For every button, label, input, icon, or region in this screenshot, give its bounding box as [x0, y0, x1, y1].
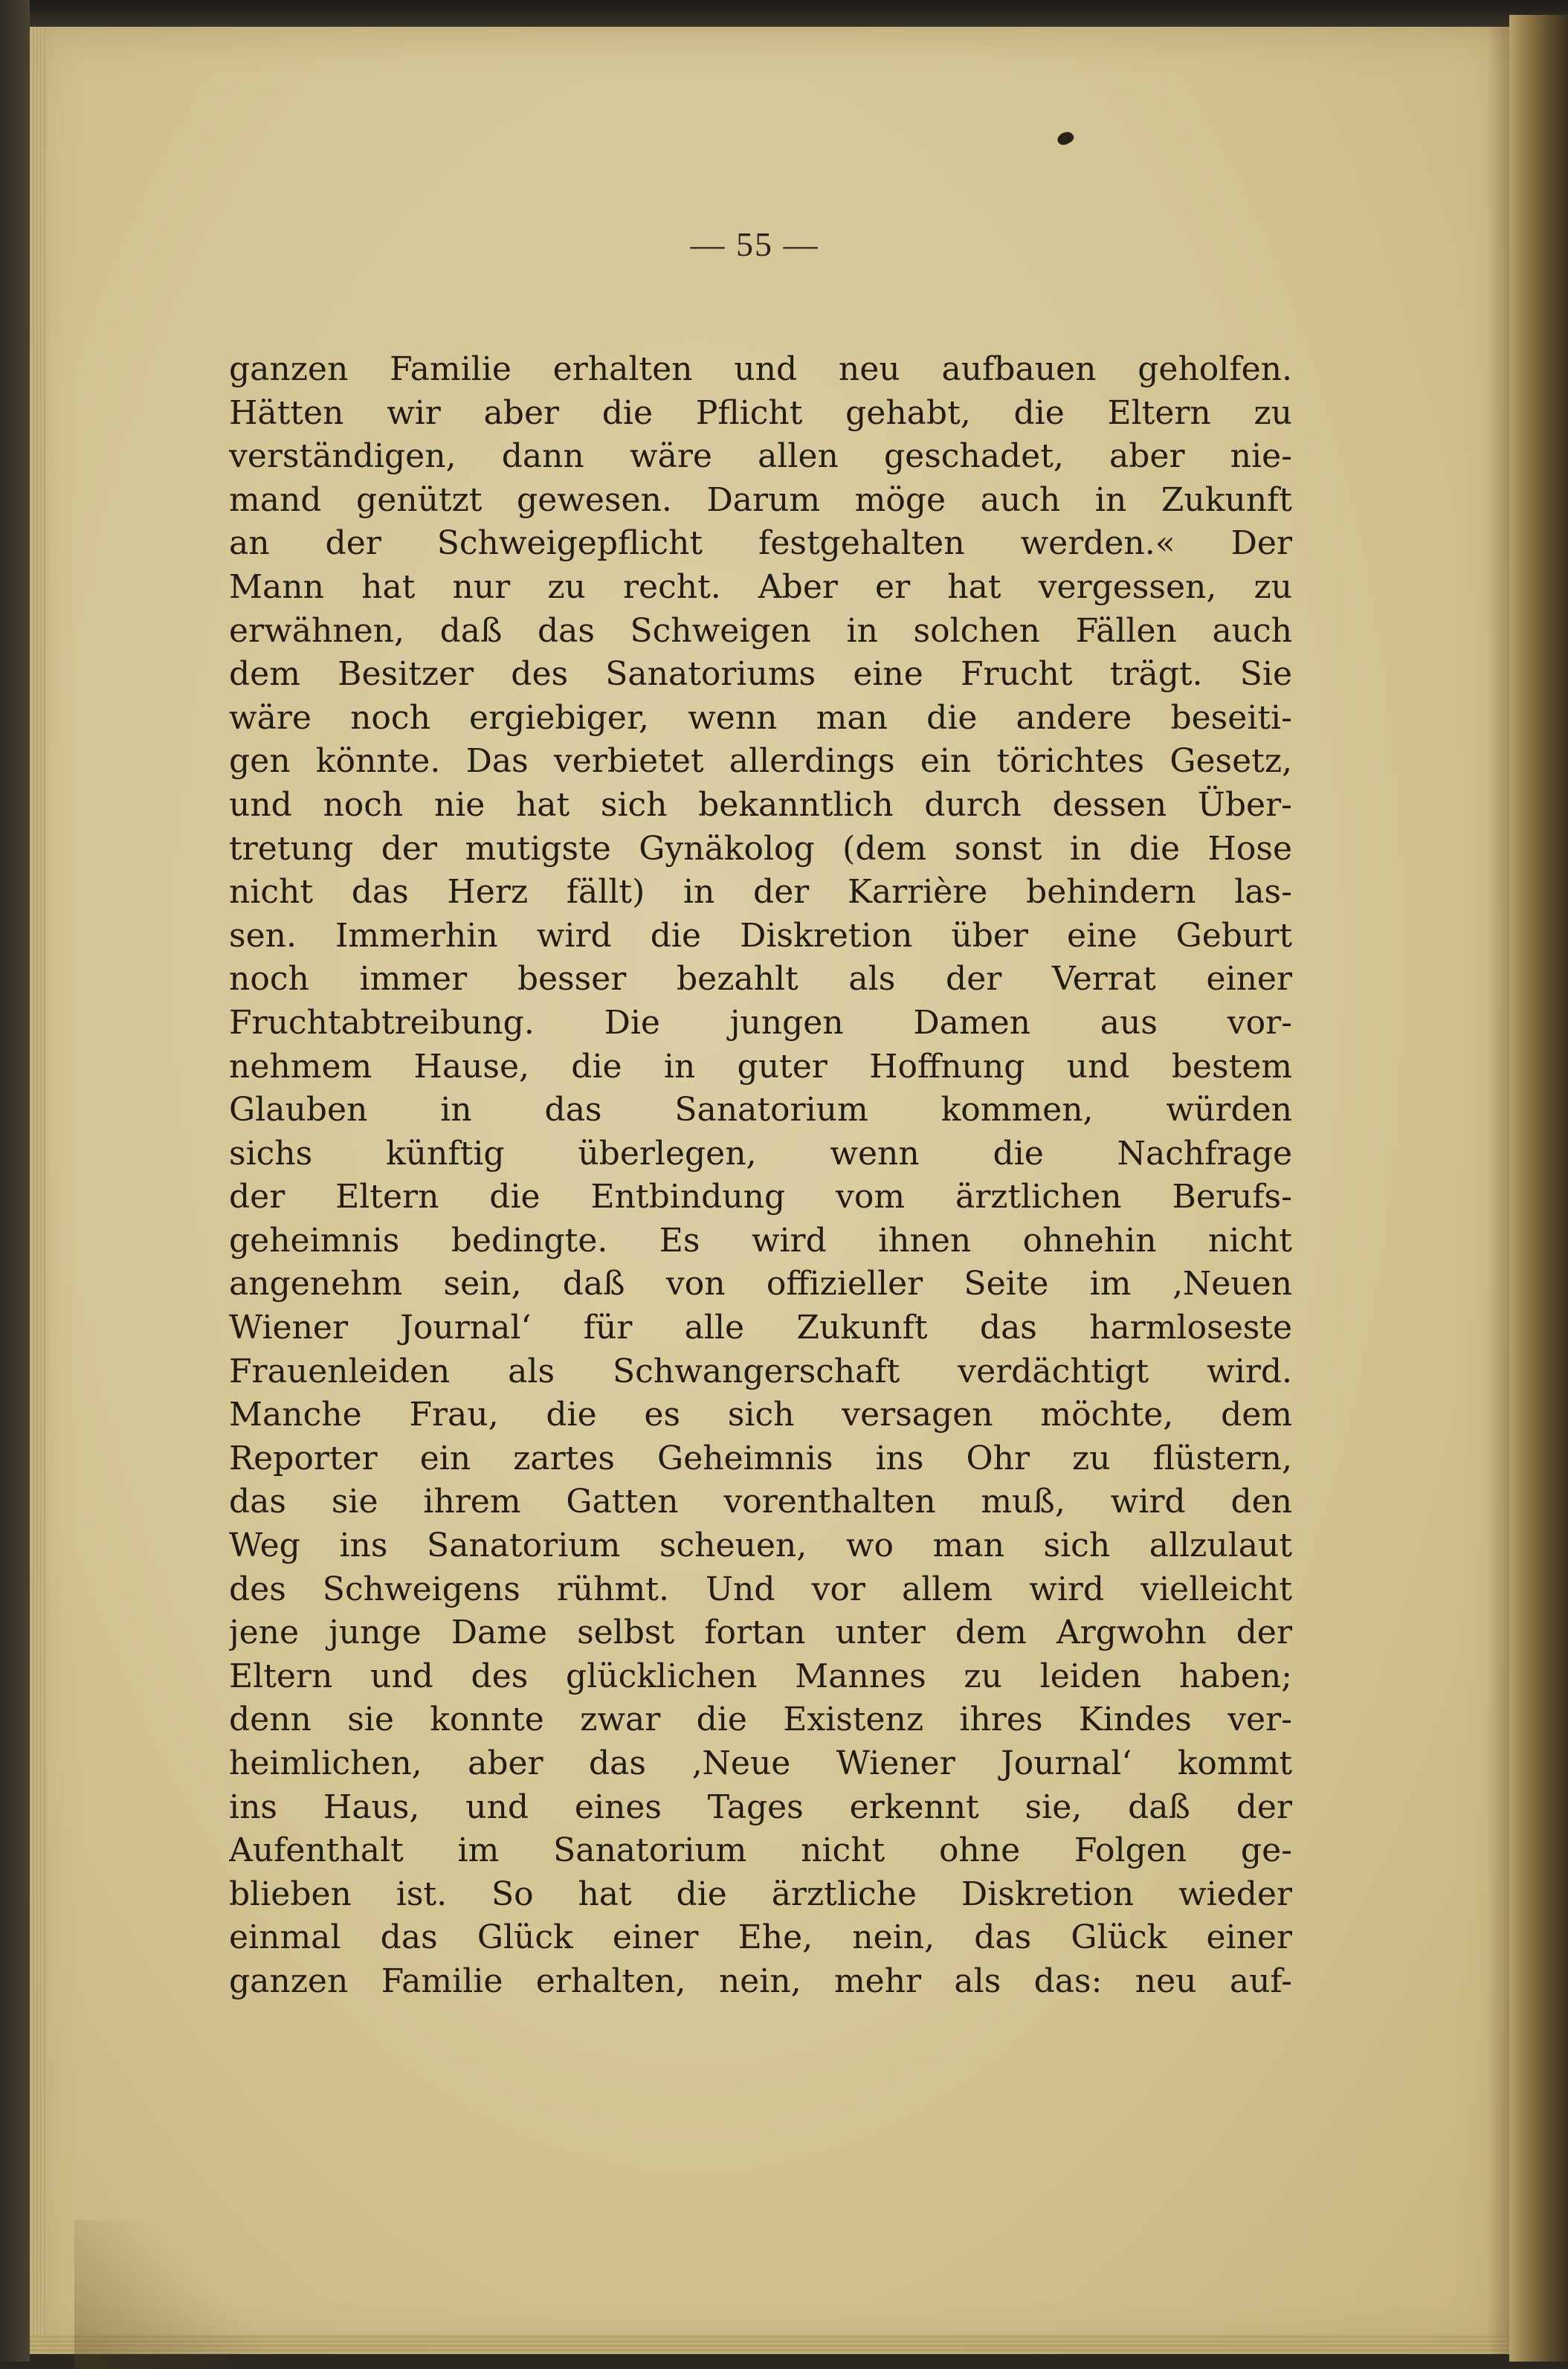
text-line: blieben ist. So hat die ärztliche Diskretion wieder	[229, 1875, 1292, 1913]
text-line: Reporter ein zartes Geheimnis ins Ohr zu flüstern,	[229, 1439, 1292, 1477]
text-line: und noch nie hat sich bekanntlich durch dessen Über-	[229, 785, 1292, 824]
text-line: Mann hat nur zu recht. Aber er hat vergessen, zu	[229, 567, 1292, 606]
text-line: das sie ihrem Gatten vorenthalten muß, wird den	[229, 1483, 1292, 1521]
text-line: nicht das Herz fällt) in der Karrière behindern las-	[229, 873, 1292, 912]
text-line: verständigen, dann wäre allen geschadet, aber nie-	[229, 437, 1292, 476]
text-line: gen könnte. Das verbietet allerdings ein törichtes Gesetz,	[229, 742, 1292, 781]
text-line: des Schweigens rühmt. Und vor allem wird vielleicht	[229, 1570, 1292, 1608]
text-line: an der Schweigepflicht festgehalten werden.« Der	[229, 524, 1292, 563]
corner-fold-shadow	[74, 2220, 297, 2369]
text-line: ganzen Familie erhalten und neu aufbauen geholfen.	[229, 350, 1292, 388]
text-line: angenehm sein, daß von offizieller Seite im ‚Neuen	[229, 1265, 1292, 1303]
book-spine	[1509, 15, 1568, 2362]
text-line: Glauben in das Sanatorium kommen, würden	[229, 1091, 1292, 1129]
text-line: jene junge Dame selbst fortan unter dem Argwohn der	[229, 1614, 1292, 1652]
page-number-header: — 55 —	[690, 225, 819, 263]
text-line: sichs künftig überlegen, wenn die Nachfrage	[229, 1134, 1292, 1173]
text-line: Aufenthalt im Sanatorium nicht ohne Folgen ge-	[229, 1831, 1292, 1870]
text-line: geheimnis bedingte. Es wird ihnen ohnehin nicht	[229, 1221, 1292, 1260]
text-line: Weg ins Sanatorium scheuen, wo man sich allzulaut	[229, 1527, 1292, 1565]
text-line: heimlichen, aber das ‚Neue Wiener Journal‘ kommt	[229, 1744, 1292, 1782]
text-line: Wiener Journal‘ für alle Zukunft das harmloseste	[229, 1309, 1292, 1347]
text-line: dem Besitzer des Sanatoriums eine Frucht trägt. Sie	[229, 655, 1292, 694]
text-line: noch immer besser bezahlt als der Verrat einer	[229, 960, 1292, 999]
text-line: erwähnen, daß das Schweigen in solchen Fällen auch	[229, 611, 1292, 650]
page-edge-left	[30, 27, 46, 2354]
text-line: wäre noch ergiebiger, wenn man die andere beseiti-	[229, 698, 1292, 737]
scan-border-left	[0, 0, 30, 2362]
text-line: Eltern und des glücklichen Mannes zu leiden haben;	[229, 1657, 1292, 1695]
text-line: Manche Frau, die es sich versagen möchte, dem	[229, 1396, 1292, 1434]
body-text	[229, 348, 1292, 2004]
text-line: sen. Immerhin wird die Diskretion über eine Geburt	[229, 916, 1292, 955]
text-line: denn sie konnte zwar die Existenz ihres Kindes ver-	[229, 1701, 1292, 1739]
text-line: einmal das Glück einer Ehe, nein, das Glück einer	[229, 1918, 1292, 1957]
text-line: nehmem Hause, die in guter Hoffnung und bestem	[229, 1047, 1292, 1086]
text-line: Hätten wir aber die Pflicht gehabt, die Eltern zu	[229, 393, 1292, 432]
text-line: Frauenleiden als Schwangerschaft verdächtigt wird.	[229, 1352, 1292, 1390]
text-line: der Eltern die Entbindung vom ärztlichen Berufs-	[229, 1178, 1292, 1216]
scan-border-top	[0, 0, 1568, 30]
text-line: ins Haus, und eines Tages erkennt sie, daß der	[229, 1788, 1292, 1826]
text-line: ganzen Familie erhalten, nein, mehr als das: neu auf-	[229, 1962, 1292, 2000]
text-line: tretung der mutigste Gynäkolog (dem sonst in die Hose	[229, 829, 1292, 868]
text-line: mand genützt gewesen. Darum möge auch in Zukunft	[229, 480, 1292, 519]
text-line: Fruchtabtreibung. Die jungen Damen aus vor-	[229, 1003, 1292, 1042]
